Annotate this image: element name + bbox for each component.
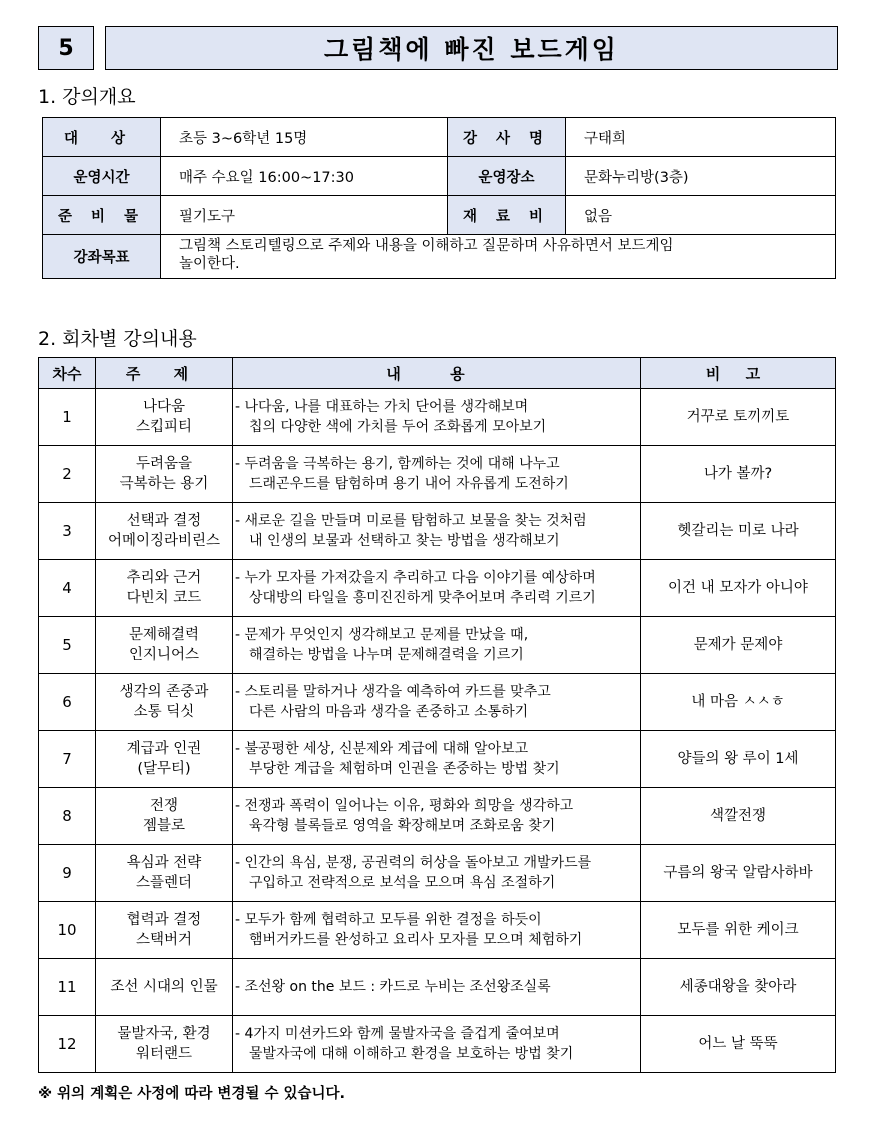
session-content [233, 503, 641, 560]
time-label: 운영시간 [43, 157, 161, 196]
session-number: 11 [39, 959, 96, 1016]
content-line-1: - 인간의 욕심, 분쟁, 공권력의 허상을 돌아보고 개발카드를 [235, 855, 592, 871]
session-number: 3 [39, 503, 96, 560]
content-line-1: - 새로운 길을 만들며 미로를 탐험하고 보물을 찾는 것처럼 [235, 513, 587, 529]
session-topic [96, 902, 233, 959]
topic-line-2: 극복하는 용기 [119, 476, 209, 492]
content-line-1: - 두려움을 극복하는 용기, 함께하는 것에 대해 나누고 [235, 456, 560, 472]
table-row [39, 560, 836, 617]
session-number: 8 [39, 788, 96, 845]
session-number: 12 [39, 1016, 96, 1073]
place-label: 운영장소 [448, 157, 566, 196]
topic-line-1: 전쟁 [149, 798, 178, 814]
schedule-header-row [39, 358, 836, 389]
session-remark: 색깔전쟁 [641, 788, 836, 845]
material-label: 재 료 비 [448, 196, 566, 235]
content-line-2: 부당한 계급을 체험하며 인권을 존중하는 방법 찾기 [249, 761, 560, 777]
session-topic [96, 503, 233, 560]
goal-value [161, 235, 836, 279]
session-topic [96, 788, 233, 845]
topic-line-1: 물발자국, 환경 [117, 1026, 211, 1042]
overview-row-goal [43, 235, 836, 279]
session-content [233, 731, 641, 788]
instructor-value: 구태희 [566, 118, 836, 157]
header-topic: 주 제 [96, 358, 233, 389]
session-number: 4 [39, 560, 96, 617]
topic-line-1: 협력과 결정 [126, 912, 202, 928]
prep-label: 준 비 물 [43, 196, 161, 235]
schedule-table [38, 357, 836, 1073]
overview-row-target [43, 118, 836, 157]
content-line-2: 햄버거카드를 완성하고 요리사 모자를 모으며 체험하기 [249, 932, 583, 948]
session-topic [96, 617, 233, 674]
session-topic [96, 731, 233, 788]
topic-line-1: 욕심과 전략 [126, 855, 202, 871]
overview-row-time [43, 157, 836, 196]
session-number: 9 [39, 845, 96, 902]
topic-line-2: 워터랜드 [135, 1046, 193, 1062]
session-remark: 구름의 왕국 알람사하바 [641, 845, 836, 902]
session-content [233, 1016, 641, 1073]
table-row [39, 788, 836, 845]
prep-value: 필기도구 [161, 196, 448, 235]
content-line-2: 상대방의 타일을 흥미진진하게 맞추어보며 추리력 기르기 [249, 590, 596, 606]
content-line-1: - 모두가 함께 협력하고 모두를 위한 결정을 하듯이 [235, 912, 542, 928]
session-content [233, 560, 641, 617]
place-value: 문화누리방(3층) [566, 157, 836, 196]
goal-line-2: 놀이한다. [179, 256, 240, 272]
session-number: 5 [39, 617, 96, 674]
instructor-label: 강 사 명 [448, 118, 566, 157]
content-line-1: - 조선왕 on the 보드 : 카드로 누비는 조선왕조실록 [235, 979, 551, 995]
session-number: 7 [39, 731, 96, 788]
session-number: 10 [39, 902, 96, 959]
topic-line-2: 젬블로 [142, 818, 186, 834]
schedule-section-title: 2. 회차별 강의내용 [38, 328, 197, 350]
session-topic [96, 845, 233, 902]
session-remark: 세종대왕을 찾아라 [641, 959, 836, 1016]
goal-label: 강좌목표 [43, 235, 161, 279]
target-value: 초등 3~6학년 15명 [161, 118, 448, 157]
table-row [39, 617, 836, 674]
content-line-2: 육각형 블록들로 영역을 확장해보며 조화로움 찾기 [249, 818, 556, 834]
session-remark: 문제가 문제야 [641, 617, 836, 674]
session-topic [96, 1016, 233, 1073]
content-line-2: 해결하는 방법을 나누며 문제해결력을 기르기 [249, 647, 524, 663]
topic-line-1: 나다움 [142, 399, 186, 415]
content-line-2: 다른 사람의 마음과 생각을 존중하고 소통하기 [249, 704, 529, 720]
session-topic [96, 560, 233, 617]
content-line-2: 구입하고 전략적으로 보석을 모으며 욕심 조절하기 [249, 875, 556, 891]
session-remark: 헷갈리는 미로 나라 [641, 503, 836, 560]
footer-note: ※ 위의 계획은 사정에 따라 변경될 수 있습니다. [38, 1086, 346, 1102]
session-remark: 이건 내 모자가 아니야 [641, 560, 836, 617]
content-line-2: 드래곤우드를 탐험하며 용기 내어 자유롭게 도전하기 [249, 476, 569, 492]
session-topic [96, 674, 233, 731]
session-remark: 내 마음 ㅅㅅㅎ [641, 674, 836, 731]
table-row [39, 902, 836, 959]
material-value: 없음 [566, 196, 836, 235]
content-line-1: - 4가지 미션카드와 함께 물발자국을 즐겁게 줄여보며 [235, 1026, 560, 1042]
goal-line-1: 그림책 스토리텔링으로 주제와 내용을 이해하고 질문하며 사유하면서 보드게임 [179, 238, 674, 254]
topic-line-1: 추리와 근거 [126, 570, 202, 586]
topic-line-2: 다빈치 코드 [126, 590, 202, 606]
topic-line-2: 어메이징라비린스 [107, 533, 221, 549]
content-line-1: - 스토리를 말하거나 생각을 예측하여 카드를 맞추고 [235, 684, 551, 700]
topic-line-1: 두려움을 [135, 456, 193, 472]
session-remark: 나가 볼까? [641, 446, 836, 503]
time-value: 매주 수요일 16:00~17:30 [161, 157, 448, 196]
session-number: 1 [39, 389, 96, 446]
session-remark: 어느 날 뚝뚝 [641, 1016, 836, 1073]
session-content [233, 845, 641, 902]
overview-section-title: 1. 강의개요 [38, 86, 136, 108]
header-content: 내 용 [233, 358, 641, 389]
session-remark: 모두를 위한 케이크 [641, 902, 836, 959]
table-row [39, 731, 836, 788]
table-row [39, 1016, 836, 1073]
program-number: 5 [38, 26, 94, 70]
header-remark: 비 고 [641, 358, 836, 389]
content-line-2: 내 인생의 보물과 선택하고 찾는 방법을 생각해보기 [249, 533, 560, 549]
topic-line-2: (달무티) [137, 761, 191, 777]
topic-line-1: 계급과 인권 [126, 741, 202, 757]
content-line-1: - 전쟁과 폭력이 일어나는 이유, 평화와 희망을 생각하고 [235, 798, 574, 814]
content-line-1: - 나다움, 나를 대표하는 가치 단어를 생각해보며 [235, 399, 529, 415]
table-row [39, 845, 836, 902]
table-row [39, 503, 836, 560]
topic-line-1: 문제해결력 [128, 627, 200, 643]
table-row [39, 674, 836, 731]
session-content [233, 959, 641, 1016]
session-content [233, 389, 641, 446]
program-title: 그림책에 빠진 보드게임 [105, 26, 838, 70]
content-line-1: - 문제가 무엇인지 생각해보고 문제를 만났을 때, [235, 627, 529, 643]
session-content [233, 617, 641, 674]
session-content [233, 446, 641, 503]
topic-line-2: 스택버거 [135, 932, 193, 948]
session-remark: 거꾸로 토끼끼토 [641, 389, 836, 446]
session-content [233, 788, 641, 845]
session-content [233, 902, 641, 959]
topic-line-2: 인지니어스 [128, 647, 200, 663]
target-label: 대 상 [43, 118, 161, 157]
topic-line-2: 스킵피티 [135, 419, 193, 435]
session-number: 6 [39, 674, 96, 731]
topic-line-1: 생각의 존중과 [119, 684, 209, 700]
session-topic [96, 959, 233, 1016]
overview-row-prep [43, 196, 836, 235]
header-no: 차수 [39, 358, 96, 389]
session-number: 2 [39, 446, 96, 503]
content-line-2: 칩의 다양한 색에 가치를 두어 조화롭게 모아보기 [249, 419, 547, 435]
topic-line-1: 조선 시대의 인물 [110, 979, 218, 995]
table-row [39, 446, 836, 503]
session-remark: 양들의 왕 루이 1세 [641, 731, 836, 788]
topic-line-2: 스플렌더 [135, 875, 193, 891]
content-line-1: - 누가 모자를 가져갔을지 추리하고 다음 이야기를 예상하며 [235, 570, 596, 586]
topic-line-1: 선택과 결정 [126, 513, 202, 529]
table-row [39, 389, 836, 446]
session-topic [96, 389, 233, 446]
session-topic [96, 446, 233, 503]
content-line-1: - 불공평한 세상, 신분제와 계급에 대해 알아보고 [235, 741, 529, 757]
table-row [39, 959, 836, 1016]
overview-table [42, 117, 836, 279]
session-content [233, 674, 641, 731]
topic-line-2: 소통 딕싯 [133, 704, 195, 720]
content-line-2: 물발자국에 대해 이해하고 환경을 보호하는 방법 찾기 [249, 1046, 574, 1062]
